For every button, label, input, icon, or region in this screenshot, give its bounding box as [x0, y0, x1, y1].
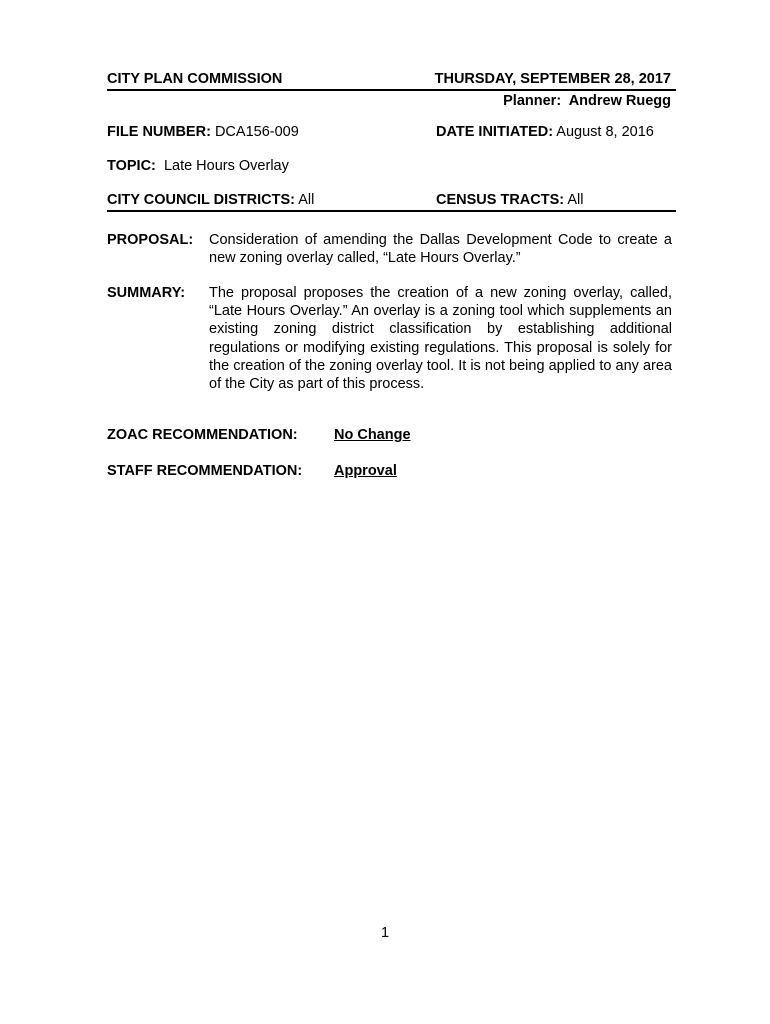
planner-line: [503, 93, 671, 109]
census-tracts-value: All: [567, 192, 584, 208]
file-number-label: FILE NUMBER:: [107, 124, 211, 140]
section-rule: [107, 210, 676, 212]
zoac-label: ZOAC RECOMMENDATION:: [107, 427, 298, 443]
summary-text: The proposal proposes the creation of a new zoning overlay, called, “Late Hours Overlay.” An overlay is a zoning tool which supplements an existing zoning district classification by establishing additional regulations or modifying existing regulations. This proposal is solely for the creation of the zoning overlay tool. It is not being applied to any area of the City as part of this process.: [209, 285, 672, 393]
meeting-date: THURSDAY, SEPTEMBER 28, 2017: [434, 71, 671, 87]
council-districts: [107, 192, 314, 208]
topic-value: Late Hours Overlay: [163, 158, 289, 174]
commission-title: CITY PLAN COMMISSION: [107, 71, 283, 87]
proposal-text: Consideration of amending the Dallas Development Code to create a new zoning overlay called, “Late Hours Overlay.”: [209, 232, 672, 267]
summary-label: SUMMARY:: [107, 285, 186, 301]
header-rule: [107, 89, 676, 91]
proposal-label: PROPOSAL:: [107, 232, 194, 248]
topic: [107, 158, 289, 174]
date-initiated-label: DATE INITIATED:: [436, 124, 554, 140]
census-tracts-label: CENSUS TRACTS:: [436, 192, 565, 208]
topic-label: TOPIC:: [107, 158, 156, 174]
zoac-value: No Change: [334, 427, 411, 443]
date-initiated: [436, 124, 654, 140]
census-tracts: [436, 192, 583, 208]
file-number: [107, 124, 299, 140]
council-districts-label: CITY COUNCIL DISTRICTS:: [107, 192, 295, 208]
planner-name: Andrew Ruegg: [568, 93, 671, 109]
file-number-value: DCA156-009: [214, 124, 299, 140]
date-initiated-value: August 8, 2016: [556, 124, 654, 140]
planner-label: Planner:: [503, 93, 562, 109]
page-number: 1: [380, 925, 390, 941]
staff-value: Approval: [334, 463, 397, 479]
council-districts-value: All: [298, 192, 315, 208]
staff-label: STAFF RECOMMENDATION:: [107, 463, 303, 479]
